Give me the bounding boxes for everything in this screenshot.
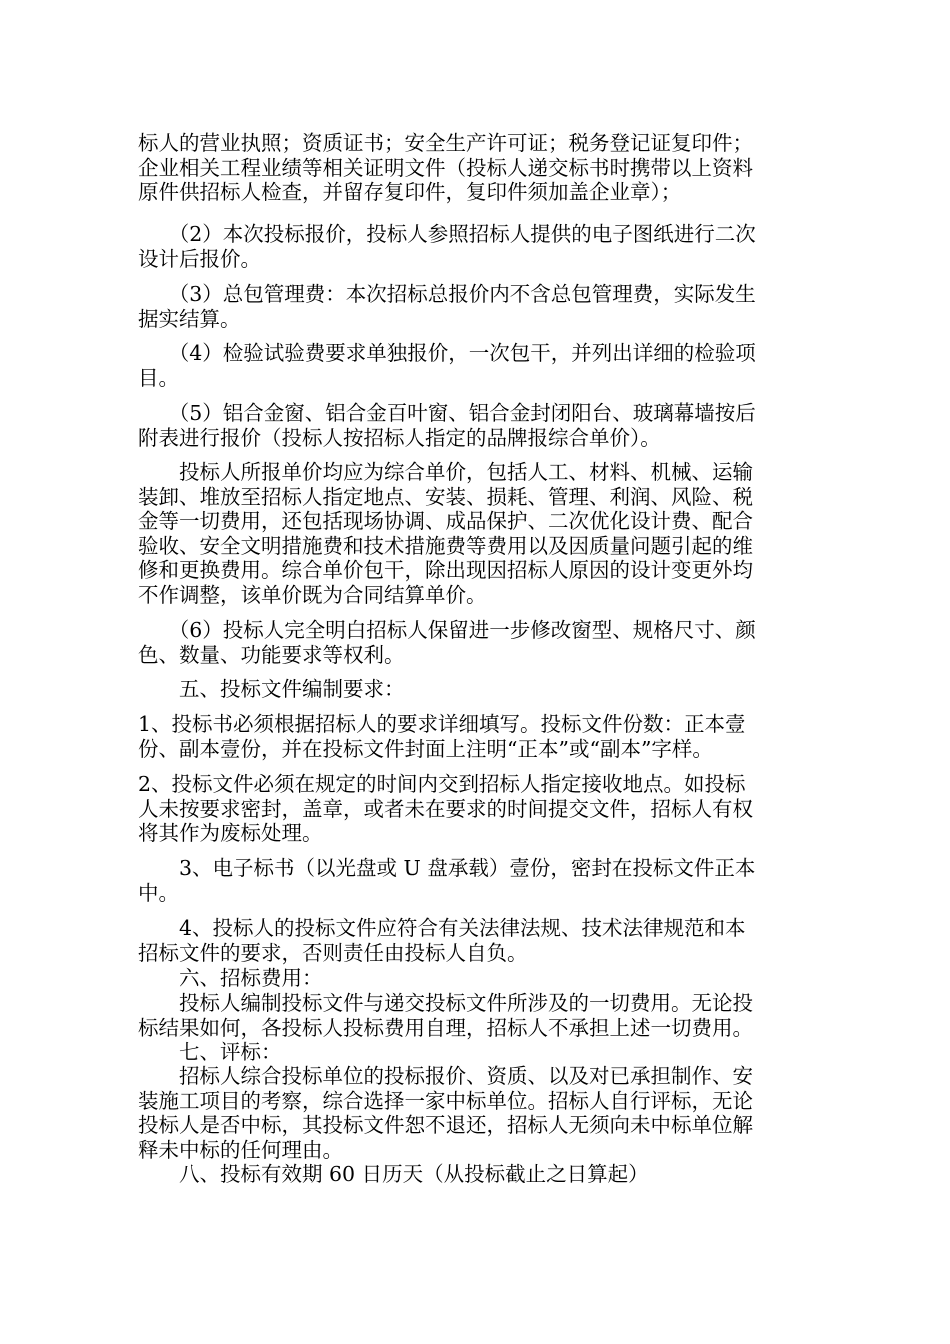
paragraph-item-5 xyxy=(138,401,818,450)
paragraph-unit-price xyxy=(138,460,818,607)
text-line: 修和更换费用。综合单价包干，除出现因招标人原因的设计变更外均 xyxy=(138,558,753,582)
text-line: 1、投标书必须根据招标人的要求详细填写。投标文件份数：正本壹 xyxy=(138,712,746,736)
text-line: 附表进行报价（投标人按招标人指定的品牌报综合单价）。 xyxy=(138,425,661,450)
text-line: 据实结算。 xyxy=(138,306,241,331)
text-line: 设计后报价。 xyxy=(138,246,261,271)
text-line: 原件供招标人检查，并留存复印件，复印件须加盖企业章）； xyxy=(138,180,682,204)
text-line: 七、评标： xyxy=(138,1040,282,1064)
text-line: 中。 xyxy=(138,880,179,905)
text-line: 将其作为废标处理。 xyxy=(138,821,323,845)
text-line: 投标人所报单价均应为综合单价，包括人工、材料、机械、运输 xyxy=(138,460,753,484)
paragraph-qualification-docs xyxy=(138,131,818,205)
text-line: 人未按要求密封，盖章，或者未在要求的时间提交文件，招标人有权 xyxy=(138,796,753,821)
text-line: 投标人编制投标文件与递交投标文件所涉及的一切费用。无论投 xyxy=(138,991,753,1015)
text-line: 标结果如何，各投标人投标费用自理，招标人不承担上述一切费用。 xyxy=(138,1015,753,1040)
text-line: （4）检验试验费要求单独报价，一次包干，并列出详细的检验项 xyxy=(138,341,756,365)
text-line: 份、副本壹份，并在投标文件封面上注明“正本”或“副本”字样。 xyxy=(138,736,713,761)
text-line: 装施工项目的考察，综合选择一家中标单位。招标人自行评标，无论 xyxy=(138,1088,753,1113)
text-line: 标人的营业执照；资质证书；安全生产许可证；税务登记证复印件； xyxy=(138,131,753,155)
paragraph-item-2 xyxy=(138,222,818,271)
text-line: 2、投标文件必须在规定的时间内交到招标人指定接收地点。如投标 xyxy=(138,772,746,796)
paragraph-evaluation xyxy=(138,1064,818,1162)
text-line: （5）铝合金窗、铝合金百叶窗、铝合金封闭阳台、玻璃幕墙按后 xyxy=(138,401,756,425)
paragraph-item-4 xyxy=(138,341,818,390)
text-line: 3、电子标书（以光盘或 U 盘承载）壹份，密封在投标文件正本 xyxy=(138,856,756,880)
text-line: 装卸、堆放至招标人指定地点、安装、损耗、管理、利润、风险、税 xyxy=(138,484,753,509)
paragraph-item-3 xyxy=(138,282,818,331)
text-line: 目。 xyxy=(138,365,179,390)
text-line: 释未中标的任何理由。 xyxy=(138,1137,343,1162)
text-line: 验收、安全文明措施费和技术措施费等费用以及因质量问题引起的维 xyxy=(138,533,753,558)
text-line: 金等一切费用，还包括现场协调、成品保护、二次优化设计费、配合 xyxy=(138,509,753,533)
text-line: 六、招标费用： xyxy=(138,966,323,990)
text-line: 4、投标人的投标文件应符合有关法律法规、技术法律规范和本 xyxy=(138,916,746,940)
paragraph-req-2 xyxy=(138,772,818,846)
text-line: 八、投标有效期 60 日历天（从投标截止之日算起） xyxy=(138,1162,649,1186)
paragraph-item-6 xyxy=(138,618,818,667)
paragraph-req-1 xyxy=(138,712,818,761)
text-line: 不作调整，该单价既为合同结算单价。 xyxy=(138,582,487,607)
paragraph-fees xyxy=(138,991,818,1040)
text-line: 招标人综合投标单位的投标报价、资质、以及对已承担制作、安 xyxy=(138,1064,753,1088)
text-line: 招标文件的要求，否则责任由投标人自负。 xyxy=(138,940,528,965)
section-7-heading xyxy=(138,1040,818,1065)
text-line: （3）总包管理费：本次招标总报价内不含总包管理费，实际发生 xyxy=(138,282,756,306)
text-line: 五、投标文件编制要求： xyxy=(138,677,405,701)
section-8-heading xyxy=(138,1162,818,1187)
paragraph-req-3 xyxy=(138,856,818,905)
text-line: 色、数量、功能要求等权利。 xyxy=(138,642,405,667)
paragraph-req-4 xyxy=(138,916,818,965)
text-line: （2）本次投标报价，投标人参照招标人提供的电子图纸进行二次 xyxy=(138,222,756,246)
text-line: 企业相关工程业绩等相关证明文件（投标人递交标书时携带以上资料 xyxy=(138,155,753,180)
section-5-heading xyxy=(138,677,818,702)
section-6-heading xyxy=(138,966,818,991)
text-line: 投标人是否中标，其投标文件恕不退还，招标人无须向未中标单位解 xyxy=(138,1113,753,1137)
text-line: （6）投标人完全明白招标人保留进一步修改窗型、规格尺寸、颜 xyxy=(138,618,756,642)
